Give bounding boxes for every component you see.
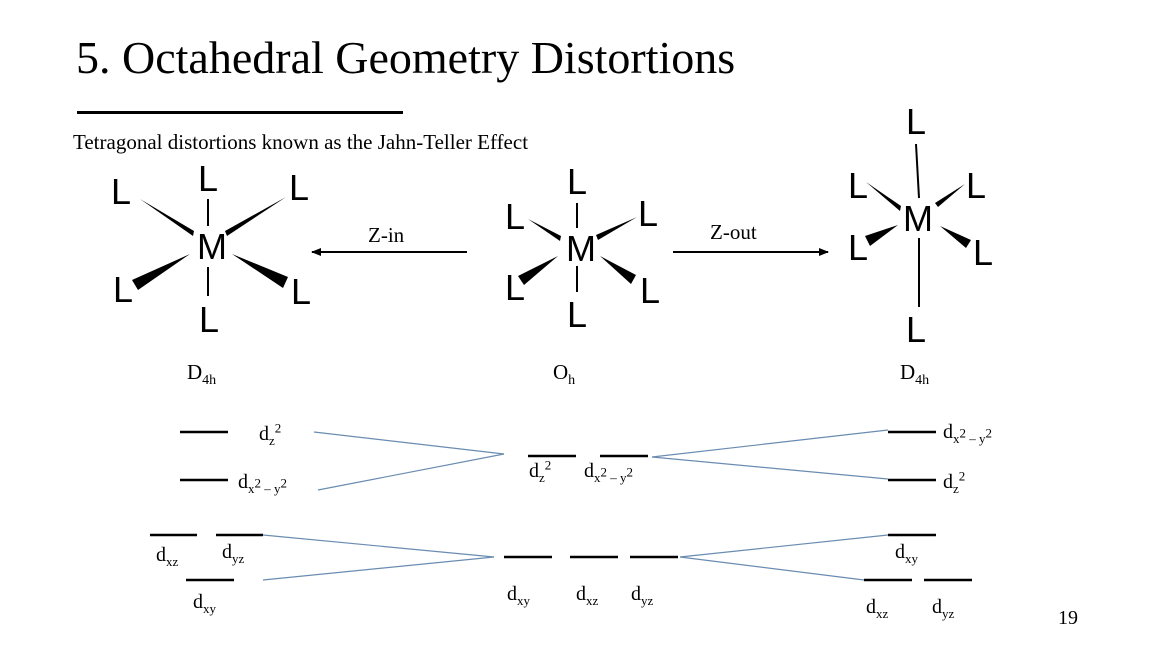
right-metal-atom: M xyxy=(903,198,933,239)
right-ligand-lower-right: L xyxy=(973,232,994,273)
page-number: 19 xyxy=(1058,607,1078,629)
right-dz2-label: $d_z^2$ xyxy=(943,468,966,496)
left-hashed-bond-ur xyxy=(225,197,286,236)
z-out-label: Z-out xyxy=(710,220,757,244)
left-dyz-label: $d_{yz}$ xyxy=(222,541,245,566)
left-wedge-bond-lr xyxy=(232,254,288,288)
center-metal-atom: M xyxy=(566,228,596,269)
correlation-line-4 xyxy=(652,457,888,479)
center-dx2y2-label: $d_{x^2 - y^2}$ xyxy=(584,460,633,485)
left-metal-atom: M xyxy=(197,226,227,267)
correlation-line-2 xyxy=(318,454,504,490)
center-symmetry-label: $O_h$ xyxy=(553,360,576,389)
center-hashed-bond-ul xyxy=(528,219,561,241)
left-dxz-label: $d_{xz}$ xyxy=(156,544,179,569)
left-ligand-lower-right: L xyxy=(291,271,312,312)
right-axial-bond-top xyxy=(916,144,919,198)
center-ligand-lower-right: L xyxy=(640,270,661,311)
right-dxy-label: $d_{xy}$ xyxy=(895,541,918,566)
center-wedge-bond-lr xyxy=(600,256,636,284)
center-ligand-top: L xyxy=(567,161,588,202)
correlation-line-6 xyxy=(263,557,494,580)
z-in-label: Z-in xyxy=(368,223,405,247)
left-ligand-bottom: L xyxy=(199,299,220,340)
left-ligand-top: L xyxy=(198,158,219,199)
right-dxz-label: $d_{xz}$ xyxy=(866,596,889,621)
left-hashed-bond-ul xyxy=(140,199,194,236)
center-ligand-upper-left: L xyxy=(505,196,526,237)
right-hashed-bond-ul xyxy=(866,182,901,211)
correlation-line-7 xyxy=(680,535,888,557)
right-dx2y2-label: $d_{x^2 - y^2}$ xyxy=(943,421,992,446)
center-hashed-bond-ur xyxy=(596,217,637,240)
right-symmetry-label: $D_{4h}$ xyxy=(900,360,930,389)
center-dz2-label: $d_z^2$ xyxy=(529,457,552,485)
right-ligand-top: L xyxy=(906,101,927,142)
right-hashed-bond-ur xyxy=(935,184,965,207)
center-dxz-label: $d_{xz}$ xyxy=(576,583,599,608)
left-dz2-label: $d_z^2$ xyxy=(259,420,282,448)
center-ligand-lower-left: L xyxy=(505,267,526,308)
left-ligand-lower-left: L xyxy=(113,269,134,310)
right-wedge-bond-lr xyxy=(940,226,971,248)
right-ligand-lower-left: L xyxy=(848,227,869,268)
left-wedge-bond-ll xyxy=(132,254,190,290)
correlation-line-5 xyxy=(263,535,494,557)
slide-subtitle: Tetragonal distortions known as the Jahn-Teller Effect xyxy=(73,130,529,154)
center-dxy-label: $d_{xy}$ xyxy=(507,583,530,608)
left-dxy-label: $d_{xy}$ xyxy=(193,591,216,616)
left-ligand-upper-right: L xyxy=(289,167,310,208)
center-dyz-label: $d_{yz}$ xyxy=(631,583,654,608)
correlation-line-1 xyxy=(314,432,504,454)
right-ligand-upper-right: L xyxy=(966,165,987,206)
left-symmetry-label: $D_{4h}$ xyxy=(187,360,217,389)
left-dx2y2-label: $d_{x^2 - y^2}$ xyxy=(238,471,287,496)
correlation-line-8 xyxy=(680,557,864,580)
right-ligand-upper-left: L xyxy=(848,165,869,206)
correlation-line-3 xyxy=(652,430,888,457)
center-ligand-upper-right: L xyxy=(638,193,659,234)
slide-title: 5. Octahedral Geometry Distortions xyxy=(76,32,736,83)
right-dyz-label: $d_{yz}$ xyxy=(932,596,955,621)
orbital-levels xyxy=(150,432,972,580)
right-wedge-bond-ll xyxy=(865,225,898,246)
right-ligand-bottom: L xyxy=(906,309,927,350)
center-ligand-bottom: L xyxy=(567,294,588,335)
left-ligand-upper-left: L xyxy=(111,171,132,212)
